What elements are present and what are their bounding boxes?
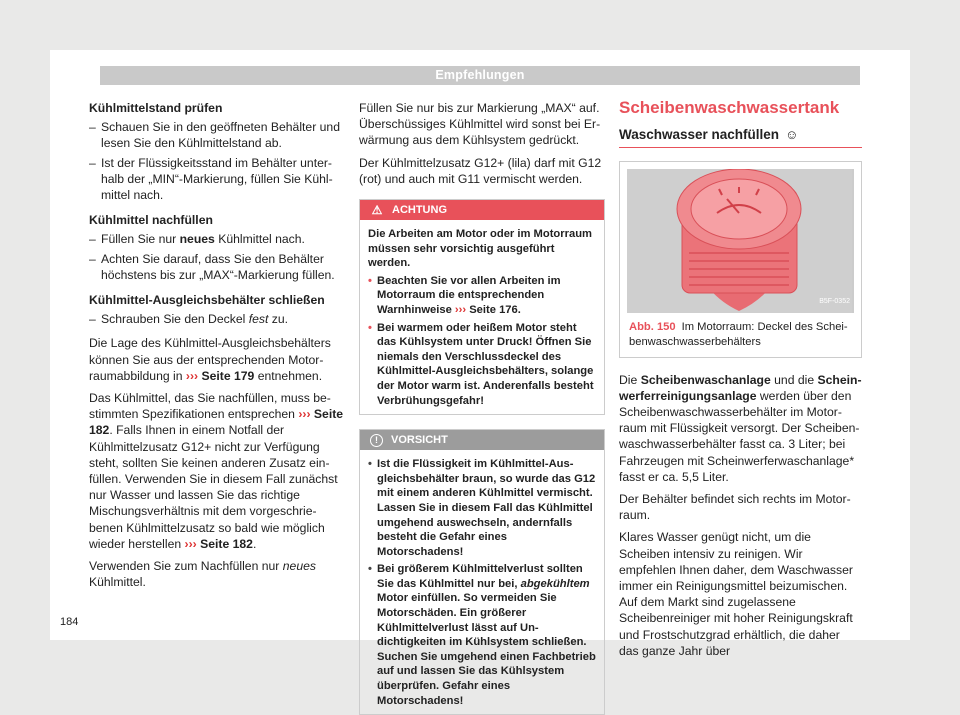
section-header-title: Empfehlungen [435, 68, 525, 82]
bullet-item: • Bei warmem oder heißem Motor steht das Kühlsystem unter Druck! Öffnen Sie niemals den Verschlussdeckel des Kühlmittel-Ausgleichsbehälters, solange der Motor warm ist. Anderenfalls besteht Verbrühungsgefahr! [368, 321, 594, 407]
emphasis: abgekühltem [520, 577, 590, 590]
figure [619, 161, 862, 357]
caution-header [360, 430, 604, 450]
figure-code: B5F-0352 [819, 298, 850, 306]
warning-box [359, 199, 605, 415]
figure-caption [627, 320, 854, 349]
washer-cap-image [627, 169, 854, 313]
list-item-text: Schrauben Sie den Deckel [101, 312, 249, 327]
paragraph: Der Kühlmittelzusatz G12+ (lila) darf mit G12 (rot) und auch mit G11 vermischt werden. [359, 155, 602, 186]
link-arrow-icon: ››› [454, 303, 467, 316]
caution-title: VORSICHT [391, 434, 448, 447]
heading-coolant-check: Kühlmittelstand prüfen [89, 101, 223, 115]
paragraph [89, 390, 345, 552]
text: Kühlmittel. [89, 575, 146, 590]
text: Die Lage des Kühlmittel-Ausgleichsbehälters können Sie aus der entsprechenden Motorraumabbildung in [89, 336, 331, 383]
subsection-title-text: Waschwasser nachfüllen [619, 127, 780, 143]
text: Die [619, 372, 641, 387]
section-title: Scheibenwaschwassertank [619, 98, 840, 117]
link-arrow-icon: ››› [298, 407, 311, 422]
list-item-text: Kühlmittel nach. [214, 232, 305, 247]
text: und die [770, 372, 818, 387]
column-3 [619, 100, 862, 665]
text: entnehmen. [254, 368, 323, 383]
text: Verwenden Sie zum Nachfüllen nur [89, 559, 283, 574]
link-arrow-icon: ››› [184, 536, 197, 551]
bullet-text: Bei größerem Kühlmittelverlust sollten Sie das Kühlmittel nur bei, [377, 563, 583, 590]
emphasis: neues [282, 559, 316, 574]
link-arrow-icon: ››› [185, 368, 199, 383]
list-item-text: zu. [268, 312, 289, 327]
emphasis: neues [179, 232, 215, 247]
caution-box [359, 429, 605, 715]
list-item-text: Achten Sie darauf, dass Sie den Behälter höchstens bis zur „MAX“-Markierung füllen. [101, 251, 335, 282]
emphasis: Scheibenwaschanlage [640, 372, 771, 387]
warning-intro: Die Arbeiten am Motor oder im Motorraum müssen sehr vorsichtig ausgeführt werden. [368, 228, 592, 270]
figure-caption-text: Im Motorraum: Deckel des Scheibenwaschwasserbehälters [629, 321, 848, 348]
column-1 [89, 100, 345, 596]
warning-body [360, 220, 604, 414]
warning-header [360, 200, 604, 220]
list-item: – Achten Sie darauf, dass Sie den Behälter höchstens bis zur „MAX“-Markierung füllen. [89, 251, 335, 282]
paragraph [619, 372, 862, 485]
bullet-item: • Ist die Flüssigkeit im Kühlmittel-Ausgleichsbehälter braun, so wurde das G12 mit einem anderen Kühlmittel vermischt. Lassen Sie in diesem Fall das Kühlmittel umgehend auswechseln, andernfalls besteht die Gefahr eines Motorschadens! [368, 458, 596, 558]
caution-body [360, 450, 604, 714]
subsection-title [619, 127, 862, 148]
washer-cap-illustration [627, 169, 852, 313]
warning-triangle-icon: ⚠ [371, 203, 383, 218]
paragraph [89, 558, 345, 590]
list-item: – Füllen Sie nur neues Kühlmittel nach. [89, 232, 305, 247]
list-item-text: Ist der Flüssigkeitsstand im Behälter unterhalb der „MIN“-Markierung, füllen Sie Kühlmittel nach. [101, 155, 333, 203]
paragraph: Klares Wasser genügt nicht, um die Scheiben intensiv zu reinigen. Wir empfehlen Ihnen daher, dem Waschwasser immer ein Reinigungsmittel beizumischen. Auf dem Markt sind zugelassene Scheibenreiniger mit hoher Reinigungskraft und Frostschutzgrad erhältlich, die daher das ganze Jahr über [619, 530, 853, 658]
list-item-text: Schauen Sie in den geöffneten Behälter und lesen Sie den Kühlmittelstand ab. [101, 120, 340, 151]
page-link[interactable]: Seite 176 [466, 303, 518, 316]
paragraph [89, 335, 345, 384]
paragraph: Füllen Sie nur bis zur Markierung „MAX“ auf. Überschüssiges Kühlmittel wird sonst bei Erwärmung aus dem Kühlsystem gedrückt. [359, 101, 601, 148]
paragraph: Der Behälter befindet sich rechts im Motorraum. [619, 492, 851, 523]
text: . [252, 536, 257, 551]
page-number: 184 [60, 616, 79, 628]
page-link[interactable]: Seite 182 [196, 536, 253, 551]
bullet-item: • Beachten Sie vor allen Arbeiten im Motorraum die entsprechenden Warnhinweise ››› Seite 176. [368, 274, 561, 316]
info-circle-icon: ! [370, 434, 383, 447]
list-item: – Schauen Sie in den geöffneten Behälter und lesen Sie den Kühlmittelstand ab. [89, 120, 340, 151]
emphasis: fest [248, 312, 269, 327]
section-header [100, 66, 860, 85]
page-link[interactable]: Seite 182 [89, 407, 344, 438]
emphasis: Scheinwerferreinigungsanlage [619, 372, 862, 403]
list-item: – Ist der Flüssigkeitsstand im Behälter unterhalb der „MIN“-Markierung, füllen Sie Kühlmittel nach. [89, 155, 333, 203]
figure-number: Abb. 150 [629, 321, 676, 334]
text: . Falls Ihnen in einem Notfall der Kühlmittelzusatz G12+ nicht zur Verfügung steht, sollten Sie keinen anderen Zusatz einfüllen. Verwenden Sie in diesem Fall zunächst nur Wasser und lassen Sie das richtige Mischungsverhältnis mit dem vorgeschriebenen Kühlmittelzusatz so bald wie möglich wieder herstellen [89, 423, 338, 551]
list-item: – Schrauben Sie den Deckel fest zu. [89, 312, 289, 327]
bullet-item: • Bei größerem Kühlmittelverlust sollten Sie das Kühlmittel nur bei, abgekühltem Motor einfüllen. So vermeiden Sie Motorschäden. Ein größerer Kühlmittelverlust lässt auf Undichtigkeiten im Kühlsystem schließen. Suchen Sie umgehend einen Fachbetrieb auf und lassen Sie das Kühlsystem überprüfen. Gefahr eines Motorschadens! [368, 563, 596, 707]
text: werden über den Scheibenwaschwasserbehälter im Motorraum mit Flüssigkeit versorgt. Der Scheibenwaschwasserbehälter fasst ca. 3 Liter; bei Fahrzeugen mit Scheinwerferwaschanlage* fasst er ca. 5,5 Liter. [619, 388, 860, 484]
column-2 [359, 100, 605, 715]
heading-reservoir-close: Kühlmittel-Ausgleichsbehälter schließen [89, 293, 325, 308]
text: Das Kühlmittel, das Sie nachfüllen, muss bestimmten Spezifikationen entsprechen [89, 391, 331, 422]
bullet-text: Ist die Flüssigkeit im Kühlmittel-Ausgleichsbehälter braun, so wurde das G12 mit einem anderen Kühlmittel vermischt. Lassen Sie in diesem Fall das Kühlmittel umgehend auswechseln, andernfalls besteht die Gefahr eines Motorschadens! [377, 458, 596, 558]
page-link[interactable]: Seite 179 [198, 368, 255, 383]
bullet-text: Motor einfüllen. So vermeiden Sie Motorschäden. Ein größerer Kühlmittelverlust lässt auf Undichtigkeiten im Kühlsystem schließen. Suchen Sie umgehend einen Fachbetrieb auf und lassen Sie das Kühlsystem überprüfen. Gefahr eines Motorschadens! [377, 592, 596, 707]
heading-coolant-refill: Kühlmittel nachfüllen [89, 213, 213, 228]
bullet-text: Bei warmem oder heißem Motor steht das Kühlsystem unter Druck! Öffnen Sie niemals den Verschlussdeckel des Kühlmittel-Ausgleichsbehälters, solange der Motor warm ist. Anderenfalls besteht Verbrühungsgefahr! [377, 321, 594, 407]
warning-title: ACHTUNG [392, 204, 447, 217]
bullet-text: . [517, 303, 521, 316]
bullet-text: Beachten Sie vor allen Arbeiten im Motorraum die entsprechenden Warnhinweise [377, 274, 561, 316]
list-item-text: Füllen Sie nur [101, 232, 180, 247]
difficulty-smiley-icon: ☺ [785, 127, 799, 143]
